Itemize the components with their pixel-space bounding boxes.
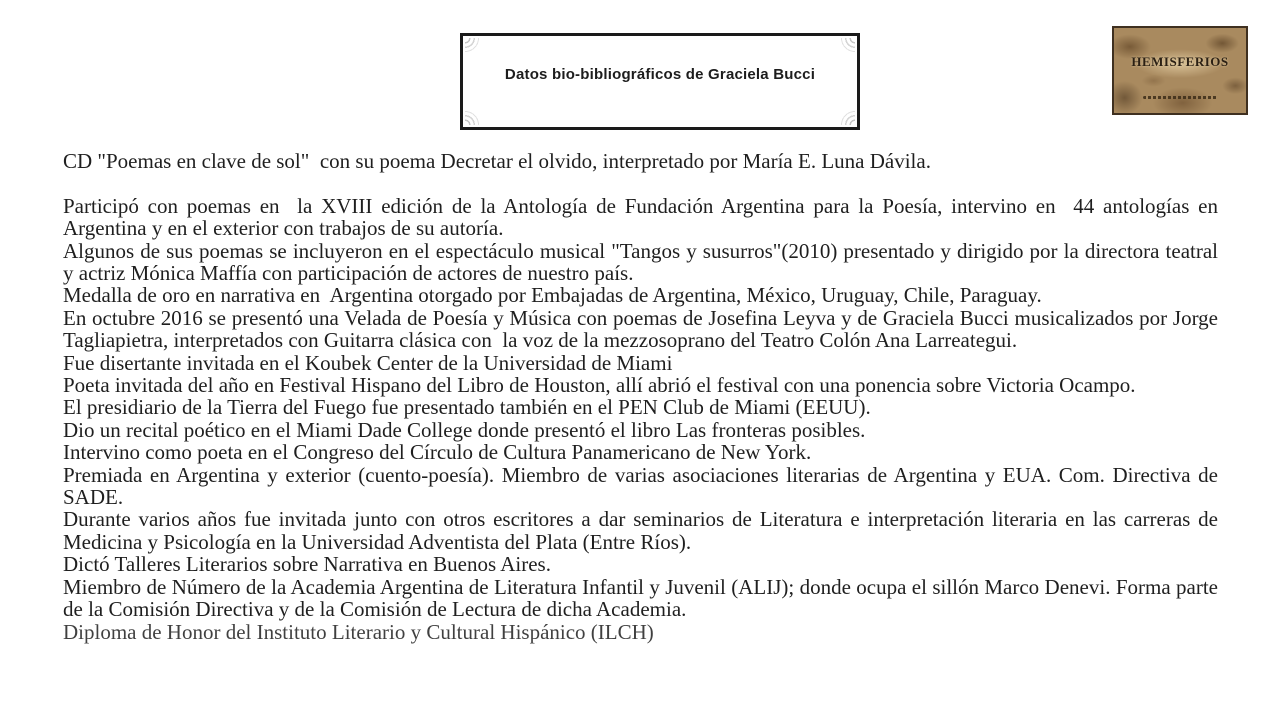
bio-paragraph: CD "Poemas en clave de sol" con su poema Decretar el olvido, interpretado por María E. Luna Dávila. bbox=[63, 149, 931, 173]
bio-text bbox=[63, 149, 1224, 644]
bio-paragraph: Durante varios años fue invitada junto con otros escritores a dar seminarios de Literatura e interpretación literaria en las carreras de Medicina y Psicología en la Universidad Adventista del Plata (Entre Ríos). bbox=[63, 507, 1224, 554]
corner-ornament-icon bbox=[465, 109, 481, 125]
bio-paragraph: Medalla de oro en narrativa en Argentina otorgado por Embajadas de Argentina, México, Uruguay, Chile, Paraguay. bbox=[63, 283, 1042, 308]
bio-paragraph: El presidiario de la Tierra del Fuego fue presentado también en el PEN Club de Miami (EEUU). bbox=[63, 395, 871, 420]
bio-paragraph: Miembro de Número de la Academia Argentina de Literatura Infantil y Juvenil (ALIJ); donde ocupa el sillón Marco Denevi. Forma parte de la Comisión Directiva y de la Comisión de Lectura de dicha Academia. bbox=[63, 574, 1224, 622]
bio-paragraph: En octubre 2016 se presentó una Velada de Poesía y Música con poemas de Josefina Leyva y de Graciela Bucci musicalizados por Jorge Tagliapietra, interpretados con Guitarra clásica con la voz de la mezzosoprano del Teatro Colón Ana Larreategui. bbox=[63, 305, 1223, 353]
bio-paragraph-cutoff: Diploma de Honor del Instituto Literario y Cultural Hispánico (ILCH) bbox=[63, 619, 654, 644]
title-plaque bbox=[460, 33, 860, 130]
bio-paragraph: Poeta invitada del año en Festival Hispano del Libro de Houston, allí abrió el festival con una ponencia sobre Victoria Ocampo. bbox=[63, 373, 1136, 398]
hemisferios-logo bbox=[1112, 26, 1248, 115]
bio-paragraph: Intervino como poeta en el Congreso del Círculo de Cultura Panamericano de New York. bbox=[63, 440, 812, 465]
bio-paragraph: Dictó Talleres Literarios sobre Narrativa en Buenos Aires. bbox=[63, 552, 551, 577]
logo-caption-flourish bbox=[1143, 96, 1217, 99]
hemisferios-logo-title: HEMISFERIOS bbox=[1131, 54, 1229, 69]
page-title: Datos bio-bibliográficos de Graciela Bucci bbox=[504, 66, 816, 83]
bio-paragraph: Algunos de sus poemas se incluyeron en el espectáculo musical "Tangos y susurros"(2010) presentado y dirigido por la directora teatral y actriz Mónica Maffía con participación de actores de nuestro país. bbox=[63, 238, 1224, 286]
bio-paragraph: Participó con poemas en la XVIII edición de la Antología de Fundación Argentina para la Poesía, intervino en 44 antologías en Argentina y en el exterior con trabajos de su autoría. bbox=[63, 193, 1223, 241]
bio-paragraph: Premiada en Argentina y exterior (cuento-poesía). Miembro de varias asociaciones literarias de Argentina y EUA. Com. Directiva de SADE. bbox=[63, 462, 1224, 510]
corner-ornament-icon bbox=[839, 38, 855, 54]
bio-paragraph: Fue disertante invitada en el Koubek Center de la Universidad de Miami bbox=[63, 350, 673, 375]
corner-ornament-icon bbox=[839, 109, 855, 125]
bio-paragraph: Dio un recital poético en el Miami Dade College donde presentó el libro Las fronteras posibles. bbox=[63, 417, 866, 442]
corner-ornament-icon bbox=[465, 38, 481, 54]
